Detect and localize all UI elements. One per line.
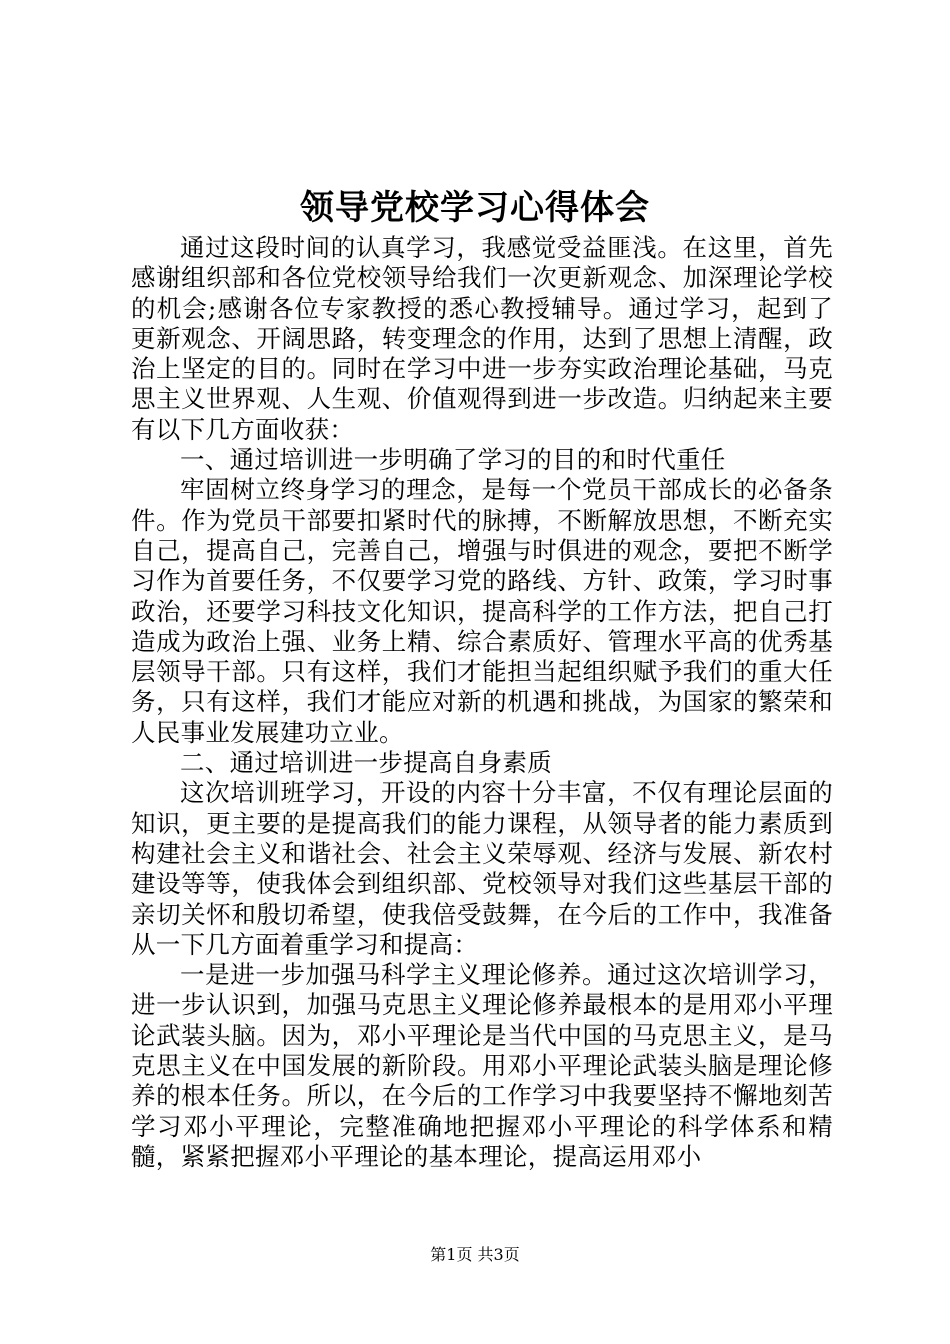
document-body bbox=[131, 233, 833, 1172]
intro-paragraph: 通过这段时间的认真学习，我感觉受益匪浅。在这里，首先感谢组织部和各位党校领导给我们一次更新观念、加深理论学校的机会;感谢各位专家教授的悉心教授辅导。通过学习，起到了更新观念、开阔思路，转变理念的作用，达到了思想上清醒，政治上坚定的目的。同时在学习中进一步夯实政治理论基础，马克思主义世界观、人生观、价值观得到进一步改造。归纳起来主要有以下几方面收获： bbox=[131, 233, 833, 444]
section-2-paragraph: 这次培训班学习，开设的内容十分丰富，不仅有理论层面的知识，更主要的是提高我们的能力课程，从领导者的能力素质到构建社会主义和谐社会、社会主义荣辱观、经济与发展、新农村建设等等，使我体会到组织部、党校领导对我们这些基层干部的亲切关怀和殷切希望，使我倍受鼓舞，在今后的工作中，我准备从一下几方面着重学习和提高： bbox=[131, 778, 833, 959]
document-title: 领导党校学习心得体会 bbox=[300, 188, 650, 228]
point-1-paragraph: 一是进一步加强马科学主义理论修养。通过这次培训学习，进一步认识到，加强马克思主义理论修养最根本的是用邓小平理论武装头脑。因为，邓小平理论是当代中国的马克思主义，是马克思主义在中国发展的新阶段。用邓小平理论武装头脑是理论修养的根本任务。所以，在今后的工作学习中我要坚持不懈地刻苦学习邓小平理论，完整准确地把握邓小平理论的科学体系和精髓，紧紧把握邓小平理论的基本理论，提高运用邓小 bbox=[131, 960, 833, 1171]
section-1-heading: 一、通过培训进一步明确了学习的目的和时代重任 bbox=[180, 445, 726, 475]
section-2-heading: 二、通过培训进一步提高自身素质 bbox=[180, 748, 552, 778]
page-number-footer: 第1页 共3页 bbox=[430, 1245, 520, 1264]
section-1-paragraph: 牢固树立终身学习的理念，是每一个党员干部成长的必备条件。作为党员干部要扣紧时代的脉搏，不断解放思想，不断充实自己，提高自己，完善自己，增强与时俱进的观念，要把不断学习作为首要任务，不仅要学习党的路线、方针、政策，学习时事政治，还要学习科技文化知识，提高科学的工作方法，把自己打造成为政治上强、业务上精、综合素质好、管理水平高的优秀基层领导干部。只有这样，我们才能担当起组织赋予我们的重大任务，只有这样，我们才能应对新的机遇和挑战，为国家的繁荣和人民事业发展建功立业。 bbox=[131, 475, 833, 747]
